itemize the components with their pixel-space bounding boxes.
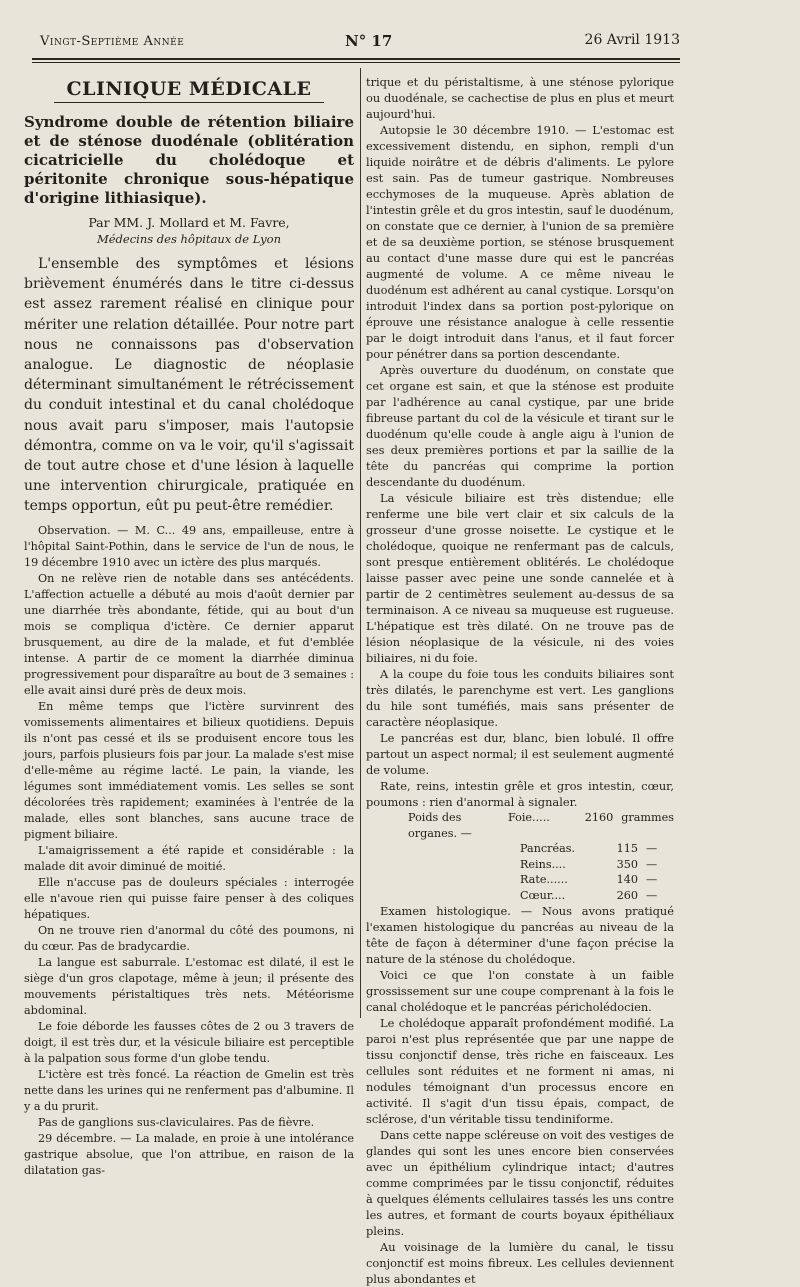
paragraph: L'ictère est très foncé. La réaction de Gmelin est très nette dans les urines qui ne renferment pas d'albumine. Il y a du prurit. xyxy=(24,1067,354,1113)
column-divider xyxy=(360,68,361,1018)
paragraph: Observation. — M. C... 49 ans, empailleuse, entre à l'hôpital Saint-Pothin, dans le service de l'un de nous, le 19 décembre 1910 avec un ictère des plus marqués. xyxy=(24,523,354,569)
organ-weight-row xyxy=(408,872,674,888)
paragraph: Rate, reins, intestin grêle et gros intestin, cœur, poumons : rien d'anormal à signaler. xyxy=(366,779,674,809)
organ-weight-unit: — xyxy=(646,842,658,855)
paragraph: Le foie déborde les fausses côtes de 2 ou 3 travers de doigt, il est très dur, et la vésicule biliaire est perceptible à la palpation sous forme d'un globe tendu. xyxy=(24,1019,354,1065)
article-intro: L'ensemble des symptômes et lésions brièvement énumérés dans le titre ci-dessus est assez rarement réalisé en clinique pour mériter une relation détaillée. Pour notre part nous ne connaissons pas d'observation analogue. Le diagnostic de néoplasie déterminant simultanément le rétrécissement du conduit intestinal et du canal cholédoque nous avait paru s'imposer, mais l'autopsie démontra, comme on va le voir, qu'il s'agissait de tout autre chose et d'une lésion à laquelle une intervention chirurgicale, pratiquée en temps opportun, eût pu peut-être remédier. xyxy=(24,256,354,515)
paragraph: Au voisinage de la lumière du canal, le tissu conjonctif est moins fibreux. Les cellules deviennent plus abondantes et xyxy=(366,1240,674,1286)
paragraph: On ne relève rien de notable dans ses antécédents. L'affection actuelle a débuté au mois d'août dernier par une diarrhée très abondante, fétide, qui au bout d'un mois se compliqua d'ictère. Ce dernier apparut brusquement, au dire de la malade, et fut d'emblée intense. A partir de ce moment la diarrhée diminua progressivement pour disparaître au bout de 3 semaines : elle avait ainsi duré près de deux mois. xyxy=(24,571,354,697)
organ-weight: 2160 xyxy=(584,811,614,824)
paragraph: Examen histologique. — Nous avons pratiqué l'examen histologique du pancréas au niveau de la tête de façon à déterminer d'une façon précise la nature de la sténose du cholédoque. xyxy=(366,904,674,966)
organ-weight-row xyxy=(408,810,674,841)
organ-weight-row xyxy=(408,888,674,904)
organ-name: Reins.... xyxy=(520,857,566,871)
organ-weights-label: Poids des organes. — xyxy=(408,811,472,840)
section-title: CLINIQUE MÉDICALE xyxy=(66,78,312,100)
section-title-rule xyxy=(54,102,324,103)
organ-weights-table xyxy=(408,810,674,903)
header-rule-thin xyxy=(32,62,680,63)
organ-weight-row xyxy=(408,857,674,873)
organ-name: Rate...... xyxy=(520,873,568,886)
header-year: Vingt-Septième Année xyxy=(40,34,185,49)
organ-weight: 260 xyxy=(616,888,638,902)
paragraph: On ne trouve rien d'anormal du côté des poumons, ni du cœur. Pas de bradycardie. xyxy=(24,923,354,953)
article-title: Syndrome double de rétention biliaire et de sténose duodénale (oblitération cicatricielle du cholédoque et péritonite chronique sous-hépatique d'origine lithiasique). xyxy=(24,113,354,207)
paragraph: Le pancréas est dur, blanc, bien lobulé. Il offre partout un aspect normal; il est seulement augmenté de volume. xyxy=(366,731,674,777)
paragraph: En même temps que l'ictère survinrent des vomissements alimentaires et bilieux quotidiens. Depuis ils n'ont pas cessé et ils se produisent encore tous les jours, parfois plusieurs fois par jour. La malade s'est mise d'elle-même au régime lacté. Le pain, la viande, les légumes sont immédiatement vomis. Les selles se sont décolorées très rapidement; examinées à l'entrée de la malade, elles sont blanches, sans aucune trace de pigment biliaire. xyxy=(24,699,354,841)
paragraph: Dans cette nappe scléreuse on voit des vestiges de glandes qui sont les unes encore bien conservées avec un épithélium cylindrique intact; d'autres comme comprimées par le tissu conjonctif, réduites à quelques éléments cellulaires tassés les uns contre les autres, et formant de courts boyaux épithéliaux pleins. xyxy=(366,1128,674,1238)
paragraph: Pas de ganglions sus-claviculaires. Pas de fièvre. xyxy=(38,1115,315,1129)
article-authors: Par MM. J. Mollard et M. Favre, xyxy=(88,215,290,230)
paragraph: 29 décembre. — La malade, en proie à une intolérance gastrique absolue, que l'on attribue, en raison de la dilatation gas- xyxy=(24,1131,354,1177)
organ-weight-row xyxy=(408,841,674,857)
left-column xyxy=(24,72,354,1179)
header-issue-number: N° 17 xyxy=(345,32,393,50)
organ-weight: 350 xyxy=(616,857,638,871)
organ-weight-unit: — xyxy=(646,888,658,902)
running-header xyxy=(40,30,680,54)
organ-name: Cœur.... xyxy=(520,888,566,902)
paragraph: La vésicule biliaire est très distendue; elle renferme une bile vert clair et six calculs de la grosseur d'une grosse noisette. Le cystique et le cholédoque, quoique ne renfermant pas de calculs, sont presque entièrement oblitérés. Le cholédoque laisse passer avec peine une sonde cannelée et à partir de 2 centimètres seulement au-dessus de sa terminaison. A ce niveau sa muqueuse est rugueuse. L'hépatique est très dilaté. On ne trouve pas de lésion néoplasique de la vésicule, ni des voies biliaires, ni du foie. xyxy=(366,491,674,665)
article-affiliation: Médecins des hôpitaux de Lyon xyxy=(96,232,282,246)
organ-weight-unit: — xyxy=(646,873,658,886)
paragraph: La langue est saburrale. L'estomac est dilaté, il est le siège d'un gros clapotage, même à jeun; il présente des mouvements péristaltiques très nets. Météorisme abdominal. xyxy=(24,955,354,1017)
paragraph: Le cholédoque apparaît profondément modifié. La paroi n'est plus représentée que par une nappe de tissu conjonctif dense, très riche en faisceaux. Les cellules sont réduites et ne forment ni amas, ni nodules témoignant d'un processus encore en activité. Il s'agit d'un tissu épais, compact, de sclérose, d'un véritable tissu tendiniforme. xyxy=(366,1016,674,1126)
paragraph: Autopsie le 30 décembre 1910. — L'estomac est excessivement distendu, en siphon, rempli d'un liquide noirâtre et de débris d'aliments. Le pylore est sain. Pas de tumeur gastrique. Nombreuses ecchymoses de la muqueuse. Après ablation de l'intestin grêle et du gros intestin, sauf le duodénum, on constate que ce dernier, à l'union de sa première et de sa deuxième portion, se sténose brusquement au contact d'une masse dure qui est le pancréas augmenté de volume. A ce même niveau le duodénum est adhérent au canal cystique. Lorsqu'on introduit l'index dans sa portion post-pylorique on éprouve une résistance analogue à celle ressentie par le doigt introduit dans l'anus, et il faut forcer pour pénétrer dans sa portion descendante. xyxy=(366,123,674,361)
paragraph: Elle n'accuse pas de douleurs spéciales : interrogée elle n'avoue rien qui puisse faire penser à des coliques hépatiques. xyxy=(24,875,354,921)
organ-weight-unit: grammes xyxy=(621,811,674,824)
paragraph: trique et du péristaltisme, à une sténose pylorique ou duodénale, se cachectise de plus en plus et meurt aujourd'hui. xyxy=(366,75,674,121)
paragraph: Après ouverture du duodénum, on constate que cet organe est sain, et que la sténose est produite par l'adhérence au canal cystique, par une bride fibreuse partant du col de la vésicule et tirant sur le duodénum qu'elle coude à angle aigu à l'union de ses deux premières portions et par la saillie de la tête du pancréas qui comprime la portion descendante du duodénum. xyxy=(366,363,674,489)
organ-weight: 115 xyxy=(616,842,638,855)
header-date: 26 Avril 1913 xyxy=(584,32,680,48)
header-rule xyxy=(32,58,680,60)
paragraph: A la coupe du foie tous les conduits biliaires sont très dilatés, le parenchyme est vert. Les ganglions du hile sont tuméfiés, mais sans présenter de caractère néoplasique. xyxy=(366,667,674,729)
organ-weight-unit: — xyxy=(646,857,658,871)
paragraph: Voici ce que l'on constate à un faible grossissement sur une coupe comprenant à la fois le canal cholédoque et le pancréas péricholédocien. xyxy=(366,968,674,1014)
organ-weight: 140 xyxy=(616,873,638,886)
organ-name: Pancréas. xyxy=(520,842,576,855)
right-column xyxy=(366,74,674,1287)
organ-name: Foie..... xyxy=(507,811,550,824)
paragraph: L'amaigrissement a été rapide et considérable : la malade dit avoir diminué de moitié. xyxy=(24,843,354,873)
